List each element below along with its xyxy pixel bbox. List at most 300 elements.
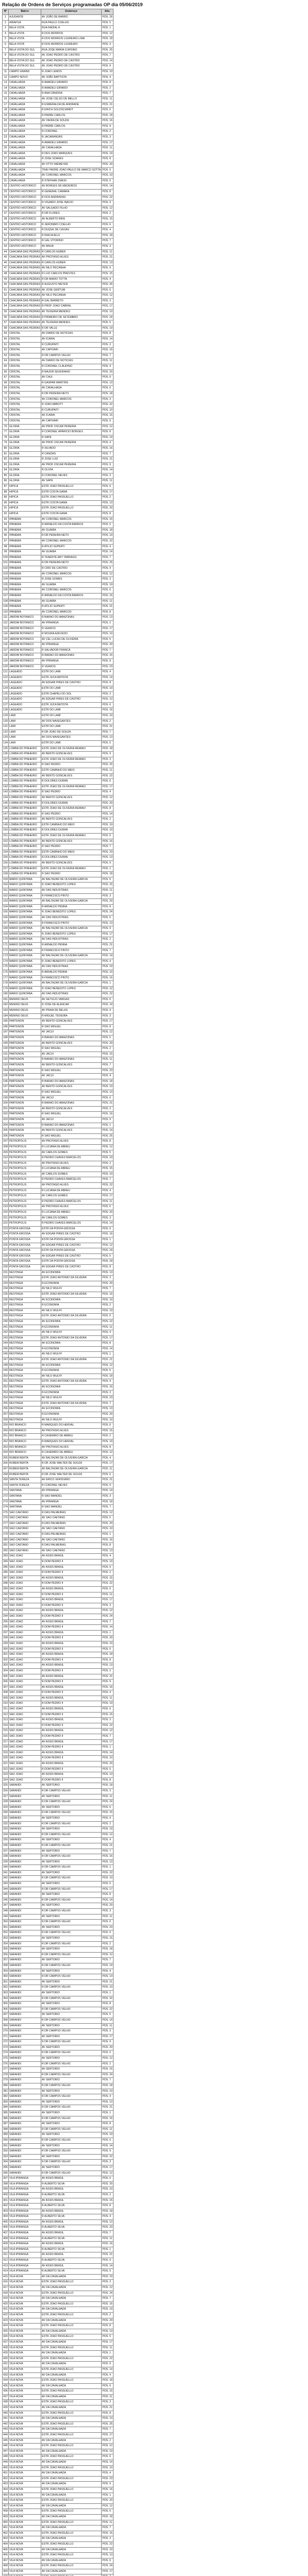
row-neighborhood: CENTRO HISTORICO	[9, 200, 41, 206]
row-neighborhood: MENINO DEUS	[9, 997, 41, 1003]
table-row	[3, 1084, 114, 1090]
row-neighborhood: SAO JOAO	[9, 1560, 41, 1565]
row-number: 238	[3, 1308, 9, 1314]
table-row	[3, 915, 114, 921]
table-row	[3, 2274, 114, 2280]
row-neighborhood: RESTINGA	[9, 1341, 41, 1347]
table-row	[3, 146, 114, 151]
table-row	[3, 975, 114, 981]
row-number: 369	[3, 2023, 9, 2029]
table-row	[3, 795, 114, 801]
row-number: 133	[3, 735, 9, 741]
table-row	[3, 42, 114, 47]
table-row	[3, 740, 114, 746]
row-number: 15	[3, 91, 9, 97]
table-row	[3, 702, 114, 708]
table-row	[3, 790, 114, 795]
table-row	[3, 2405, 114, 2411]
row-address: R ARNALDO DA COSTA BARROS	[41, 522, 101, 528]
row-neighborhood: SARANDI	[9, 2127, 41, 2132]
row-neighborhood: LOMBA DO PINHEIRO	[9, 822, 41, 828]
row-number: 99	[3, 550, 9, 555]
row-number: 203	[3, 1117, 9, 1123]
table-row	[3, 1685, 114, 1690]
row-activity: POS. 9	[102, 566, 114, 571]
row-activity: POS. 14	[102, 2143, 114, 2149]
row-number: 183	[3, 1008, 9, 1014]
row-address: AV DA CAVALHADA	[41, 2460, 101, 2466]
row-address: AV IPIRANGA	[41, 620, 101, 626]
row-address: AV DA CAVALHADA	[41, 2351, 101, 2357]
row-neighborhood: RESTINGA	[9, 1374, 41, 1379]
row-neighborhood: PETROPOLIS	[9, 1199, 41, 1205]
row-neighborhood: MARIO QUINTANA	[9, 899, 41, 905]
row-activity: POS. 11	[102, 2023, 114, 2029]
row-number: 338	[3, 1854, 9, 1860]
row-neighborhood: IPANEMA	[9, 555, 41, 561]
row-activity: POS. 4	[102, 1838, 114, 1843]
row-neighborhood: CHACARA DAS PEDRAS	[9, 271, 41, 277]
row-neighborhood: VILA IPIRANGA	[9, 2214, 41, 2220]
row-number: 263	[3, 1445, 9, 1450]
table-row	[3, 893, 114, 899]
table-row	[3, 1221, 114, 1227]
row-number: 285	[3, 1565, 9, 1570]
row-neighborhood: PARTENON	[9, 1101, 41, 1107]
row-activity: POS. 14	[102, 954, 114, 959]
row-address: AV SERTORIO	[41, 1990, 101, 1996]
row-activity: POS. 26	[102, 15, 114, 21]
row-neighborhood: CRISTAL	[9, 375, 41, 381]
row-neighborhood: SARANDI	[9, 2138, 41, 2143]
row-address: AV SALGADO FILHO	[41, 206, 101, 211]
row-activity: POS. 11	[102, 249, 114, 255]
table-row	[3, 2526, 114, 2531]
row-address: R ECONOMIA	[41, 1412, 101, 1418]
row-activity: POS. 22	[102, 2541, 114, 2547]
row-address: ESTR JOAO DE OLIVEIRA REMIAO	[41, 784, 101, 790]
row-activity: POS. 13	[102, 1772, 114, 1778]
row-number: 283	[3, 1554, 9, 1560]
row-address: R DR CAMPOS VELHO	[41, 1930, 101, 1936]
row-address: AV BALTAZAR DE OLIVEIRA GARCIA	[41, 926, 101, 932]
row-number: 105	[3, 582, 9, 588]
row-number: 466	[3, 2553, 9, 2558]
row-address: ESTR DA PONTA GROSSA	[41, 1248, 101, 1254]
row-activity: POS. 1	[102, 1630, 114, 1636]
row-address: R PEDRO CHAVES BARCELOS	[41, 1199, 101, 1205]
row-neighborhood: SARANDI	[9, 2094, 41, 2100]
row-number: 69	[3, 386, 9, 392]
row-neighborhood: VILA NOVA	[9, 2454, 41, 2460]
row-address: AV ASSIS BRASIL	[41, 1619, 101, 1625]
table-row	[3, 1925, 114, 1930]
row-address: AV DA CAVALHADA	[41, 2558, 101, 2564]
row-address: AV DA CAVALHADA	[41, 2536, 101, 2542]
row-number: 96	[3, 533, 9, 539]
row-number: 27	[3, 157, 9, 162]
row-number: 197	[3, 1084, 9, 1090]
table-row	[3, 80, 114, 86]
row-address: AV ASSIS BRASIL	[41, 1750, 101, 1756]
row-neighborhood: GLORIA	[9, 457, 41, 463]
table-row	[3, 1608, 114, 1614]
row-neighborhood: VILA NOVA	[9, 2564, 41, 2569]
row-activity: POS. 9	[102, 1680, 114, 1685]
row-address: AV GUAIBA	[41, 582, 101, 588]
row-activity: POS. 7	[102, 2427, 114, 2433]
row-number: 368	[3, 2018, 9, 2023]
row-neighborhood: LOMBA DO PINHEIRO	[9, 790, 41, 795]
row-activity: POS. 4	[102, 670, 114, 675]
table-row	[3, 1281, 114, 1286]
row-neighborhood: RESTINGA	[9, 1330, 41, 1336]
row-neighborhood: LAGEADO	[9, 697, 41, 703]
row-neighborhood: VILA NOVA	[9, 2476, 41, 2482]
row-address: R JOAO LEMOS	[41, 69, 101, 75]
row-neighborhood: CAVALHADA	[9, 80, 41, 86]
table-row	[3, 757, 114, 762]
row-address: R DOM PEDRO II	[41, 1756, 101, 1761]
row-activity: POS. 9	[102, 462, 114, 468]
table-row	[3, 2389, 114, 2395]
row-address: R FRANCISCO PINTO	[41, 921, 101, 926]
row-number: 290	[3, 1592, 9, 1598]
table-row	[3, 2296, 114, 2302]
row-neighborhood: RUBEM BERTA	[9, 1455, 41, 1461]
row-neighborhood: IPANEMA	[9, 609, 41, 615]
row-neighborhood: SARANDI	[9, 1827, 41, 1833]
row-address: R LUCIANA DE ABREU	[41, 1166, 101, 1172]
row-address: AV SERTORIO	[41, 1925, 101, 1930]
row-neighborhood: SAO JOAO	[9, 1761, 41, 1767]
row-activity: POS. 3	[102, 691, 114, 697]
row-address: AV SERTORIO	[41, 1969, 101, 1974]
row-neighborhood: LOMBA DO PINHEIRO	[9, 762, 41, 768]
row-number: 344	[3, 1887, 9, 1892]
row-neighborhood: SARANDI	[9, 2034, 41, 2040]
row-number: 311	[3, 1707, 9, 1713]
row-activity: POS. 19	[102, 1963, 114, 1969]
row-neighborhood: SAO CAETANO	[9, 1532, 41, 1538]
row-neighborhood: SARANDI	[9, 2045, 41, 2050]
row-activity: POS. 12	[102, 1144, 114, 1150]
table-row	[3, 479, 114, 484]
row-address: AV DA CAVALHADA	[41, 2493, 101, 2498]
row-address: R DR JOSE WALTER DE SOUZA	[41, 1461, 101, 1467]
row-neighborhood: MARIO QUINTANA	[9, 883, 41, 888]
row-number: 353	[3, 1936, 9, 1942]
row-address: AV BENTO GONCALVES	[41, 861, 101, 867]
table-row	[3, 1003, 114, 1008]
row-activity: POS. 19	[102, 151, 114, 157]
table-row	[3, 512, 114, 517]
row-activity: POS. 10	[102, 1084, 114, 1090]
row-neighborhood: LOMBA DO PINHEIRO	[9, 757, 41, 762]
row-address: RUA PAULO COELHO	[41, 20, 101, 26]
row-activity: POS. 18	[102, 2209, 114, 2214]
table-row	[3, 1455, 114, 1461]
row-activity: POS. 15	[102, 413, 114, 419]
row-neighborhood: VILA NOVA	[9, 2438, 41, 2444]
row-neighborhood: PARTENON	[9, 1084, 41, 1090]
row-activity: POS. 16	[102, 1112, 114, 1117]
row-number: 36	[3, 206, 9, 211]
row-number: 199	[3, 1095, 9, 1101]
row-activity: POS. 19	[102, 2274, 114, 2280]
row-address: AV DA CAVALHADA	[41, 2340, 101, 2345]
table-row	[3, 1341, 114, 1347]
row-number: 266	[3, 1461, 9, 1467]
row-address: AV CHUI	[41, 375, 101, 381]
row-address: ESTR JOAO PASSUELLO	[41, 2421, 101, 2427]
table-row	[3, 1461, 114, 1467]
row-neighborhood: PARTENON	[9, 1079, 41, 1084]
row-neighborhood: SAO JOAO	[9, 1636, 41, 1641]
row-activity: POS. 14	[102, 1750, 114, 1756]
row-activity: POS. 1	[102, 981, 114, 987]
row-address: R CORONEL	[41, 129, 101, 135]
row-neighborhood: SARANDI	[9, 2111, 41, 2116]
row-activity: POS. 5	[102, 1767, 114, 1772]
row-neighborhood: MARIO QUINTANA	[9, 975, 41, 981]
row-number: 52	[3, 293, 9, 299]
row-activity: POS. 2	[102, 129, 114, 135]
row-neighborhood: SAO JOAO	[9, 1630, 41, 1636]
row-number: 401	[3, 2198, 9, 2204]
row-number: 467	[3, 2558, 9, 2564]
table-row	[3, 555, 114, 561]
row-address: TRAV PADRE JOAO PAULO DE MARCO SOTTA	[41, 167, 101, 173]
row-address: AV PROTASIO ALVES	[41, 1205, 101, 1210]
row-address: R CURUPAITI	[41, 342, 101, 348]
table-row	[3, 1537, 114, 1543]
row-neighborhood: MARIO QUINTANA	[9, 877, 41, 883]
row-neighborhood: SARANDI	[9, 2165, 41, 2171]
row-neighborhood: RESTINGA	[9, 1417, 41, 1423]
row-number: 310	[3, 1701, 9, 1707]
row-activity: POS. 11	[102, 96, 114, 102]
row-activity: POS. 9	[102, 1565, 114, 1570]
row-address: R DOM PEDRO II	[41, 1668, 101, 1674]
table-row	[3, 1177, 114, 1183]
row-activity: POS. 3	[102, 1788, 114, 1794]
table-row	[3, 2247, 114, 2252]
row-number: 181	[3, 997, 9, 1003]
row-number: 308	[3, 1690, 9, 1696]
row-address: AV DA CAVALHADA	[41, 2307, 101, 2313]
row-number: 257	[3, 1412, 9, 1418]
row-address: AV DIARIO DE NOTICIAS	[41, 331, 101, 337]
row-activity: POS. 4	[102, 1330, 114, 1336]
row-address: R ATILIO SUPERTI	[41, 604, 101, 610]
row-number: 259	[3, 1423, 9, 1429]
row-address: R VEADOS	[41, 664, 101, 670]
row-address: ESTR DO LAMI	[41, 686, 101, 692]
row-neighborhood: MARIO QUINTANA	[9, 981, 41, 987]
row-address: AV NILO PECANHA	[41, 293, 101, 299]
row-number: 61	[3, 342, 9, 348]
row-activity: POS. 24	[102, 315, 114, 320]
row-activity: POS. 24	[102, 2564, 114, 2569]
row-neighborhood: PETROPOLIS	[9, 1183, 41, 1189]
table-row	[3, 1772, 114, 1778]
row-activity: POS. 2	[102, 1570, 114, 1576]
row-activity: POS. 8	[102, 2324, 114, 2329]
row-activity: POS. 22	[102, 1723, 114, 1728]
row-address: ESTR JOAO ANTONIO DA SILVEIRA	[41, 1335, 101, 1341]
row-neighborhood: VILA NOVA	[9, 2520, 41, 2526]
row-neighborhood: IPANEMA	[9, 517, 41, 522]
row-neighborhood: SAO JOAO	[9, 1772, 41, 1778]
table-row	[3, 118, 114, 124]
row-number: 400	[3, 2192, 9, 2198]
row-neighborhood: PETROPOLIS	[9, 1172, 41, 1177]
row-number: 242	[3, 1330, 9, 1336]
row-neighborhood: SAO JOAO	[9, 1701, 41, 1707]
row-number: 447	[3, 2449, 9, 2454]
row-address: AV SERTORIO	[41, 2023, 101, 2029]
row-neighborhood: SARANDI	[9, 2149, 41, 2155]
row-neighborhood: VILA NOVA	[9, 2547, 41, 2553]
row-neighborhood: LAGEADO	[9, 691, 41, 697]
table-row	[3, 2056, 114, 2062]
row-activity: POS. 12	[102, 986, 114, 992]
row-number: 60	[3, 337, 9, 343]
row-number: 150	[3, 828, 9, 834]
row-neighborhood: CAVALHADA	[9, 108, 41, 113]
table-row	[3, 331, 114, 337]
row-activity: POS. 20	[102, 2498, 114, 2504]
row-activity: POS. 11	[102, 1696, 114, 1701]
row-address: R DR CAMPOS VELHO	[41, 2116, 101, 2122]
row-number: 156	[3, 861, 9, 867]
row-address: AV SERTORIO	[41, 2122, 101, 2127]
table-row	[3, 2427, 114, 2433]
row-neighborhood: PETROPOLIS	[9, 1188, 41, 1194]
row-address: R ARNALDO PENNA	[41, 970, 101, 975]
row-activity: POS. 16	[102, 1232, 114, 1238]
row-activity: POS. 1	[102, 1745, 114, 1751]
row-activity: POS. 7	[102, 1849, 114, 1854]
row-activity: POS. 17	[102, 489, 114, 495]
row-neighborhood: SANTANA	[9, 1499, 41, 1505]
row-neighborhood: MARIO QUINTANA	[9, 921, 41, 926]
row-number: 288	[3, 1581, 9, 1587]
table-row	[3, 752, 114, 757]
row-neighborhood: SAO JOAO	[9, 1565, 41, 1570]
row-activity: POS. 9	[102, 926, 114, 932]
row-neighborhood: HIPICA	[9, 489, 41, 495]
row-neighborhood: SARANDI	[9, 1985, 41, 1991]
row-number: 173	[3, 954, 9, 959]
row-number: 408	[3, 2236, 9, 2242]
table-row	[3, 1412, 114, 1418]
row-number: 258	[3, 1417, 9, 1423]
row-address: AV DA CAVALHADA	[41, 2362, 101, 2367]
row-address: AV NILO WULFF	[41, 1308, 101, 1314]
table-row	[3, 1794, 114, 1800]
table-row	[3, 1264, 114, 1270]
row-address: AV BENTO GONCALVES	[41, 1128, 101, 1134]
row-number: 65	[3, 364, 9, 370]
row-activity: POS. 10	[102, 2089, 114, 2094]
row-number: 40	[3, 228, 9, 233]
row-activity: POS. 4	[102, 1690, 114, 1696]
row-number: 276	[3, 1516, 9, 1521]
row-neighborhood: RUBEM BERTA	[9, 1466, 41, 1472]
row-number: 159	[3, 877, 9, 883]
row-address: R ARNALDO PENNA	[41, 942, 101, 948]
row-neighborhood: CAVALHADA	[9, 151, 41, 157]
row-neighborhood: CHACARA DAS PEDRAS	[9, 266, 41, 272]
row-neighborhood: RIO BRANCO	[9, 1450, 41, 1456]
row-address: ESTR JOAO PASSUELLO	[41, 2280, 101, 2285]
row-neighborhood: VILA NOVA	[9, 2280, 41, 2285]
row-activity: POS. 2	[102, 1668, 114, 1674]
table-row	[3, 1445, 114, 1450]
row-activity: POS. 17	[102, 2165, 114, 2171]
row-activity: POS. 3	[102, 1718, 114, 1723]
row-activity: POS. 6	[102, 1314, 114, 1319]
table-row	[3, 1308, 114, 1314]
row-number: 166	[3, 915, 9, 921]
table-row	[3, 1581, 114, 1587]
row-number: 59	[3, 331, 9, 337]
row-neighborhood: VILA NOVA	[9, 2324, 41, 2329]
row-neighborhood: SAO JOAO	[9, 1712, 41, 1718]
row-address: R BARAO DO AMAZONAS	[41, 1079, 101, 1084]
row-address: AV SERTORIO	[41, 1947, 101, 1953]
row-activity: POS. 14	[102, 184, 114, 190]
row-activity: POS. 3	[102, 2400, 114, 2405]
table-row	[3, 659, 114, 665]
row-neighborhood: MARIO QUINTANA	[9, 942, 41, 948]
table-row	[3, 1428, 114, 1434]
row-activity: POS. 7	[102, 648, 114, 653]
row-neighborhood: CHACARA DAS PEDRAS	[9, 320, 41, 326]
table-row	[3, 2099, 114, 2105]
row-number: 384	[3, 2105, 9, 2111]
table-row	[3, 2171, 114, 2176]
row-activity: POS. 8	[102, 1139, 114, 1145]
table-row	[3, 1521, 114, 1527]
row-activity: POS. 7	[102, 1619, 114, 1625]
row-neighborhood: RESTINGA	[9, 1406, 41, 1412]
row-number: 438	[3, 2400, 9, 2405]
row-number: 219	[3, 1205, 9, 1210]
row-activity: POS. 5	[102, 2138, 114, 2143]
row-number: 146	[3, 806, 9, 812]
row-address: R ATILIO SUPERTI	[41, 544, 101, 550]
table-row	[3, 157, 114, 162]
table-row	[3, 239, 114, 244]
row-number: 95	[3, 528, 9, 533]
row-number: 20	[3, 118, 9, 124]
row-address: R LUCIANA DE ABREU	[41, 1210, 101, 1216]
row-neighborhood: JARDIM BOTANICO	[9, 642, 41, 648]
table-row	[3, 1008, 114, 1014]
table-row	[3, 964, 114, 970]
row-number: 78	[3, 435, 9, 440]
row-number: 1	[3, 15, 9, 21]
row-neighborhood: SARANDI	[9, 1887, 41, 1892]
row-neighborhood: GLORIA	[9, 424, 41, 430]
row-activity: POS. 4	[102, 544, 114, 550]
row-activity: POS. 11	[102, 768, 114, 773]
row-address: R SALVADOR FRANCA	[41, 648, 101, 653]
row-address: AV BALTAZAR DE OLIVEIRA GARCIA	[41, 877, 101, 883]
